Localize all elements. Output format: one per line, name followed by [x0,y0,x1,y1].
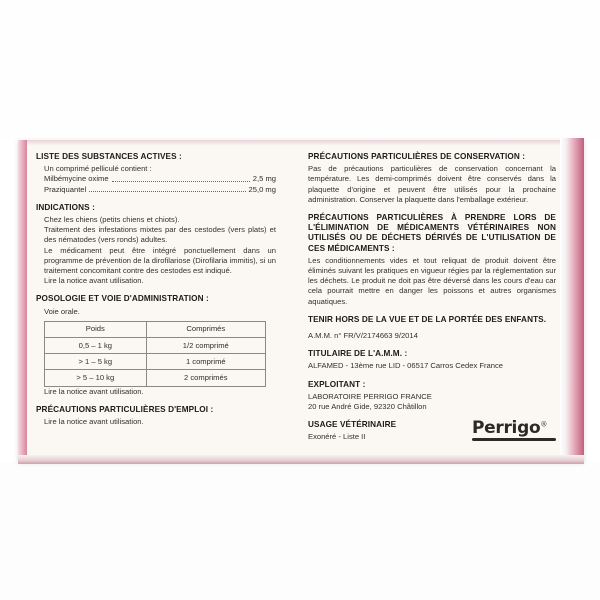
usage-heading: USAGE VÉTÉRINAIRE [308,420,397,430]
active-substance-row [36,174,276,184]
background-top [0,0,600,140]
posology-route: Voie orale. [44,306,80,316]
table-header-tablets: Comprimés [146,321,265,337]
table-cell-weight: > 5 – 10 kg [45,370,147,386]
table-cell-weight: 0,5 – 1 kg [45,338,147,354]
disposal-text: Les conditionnements vides et tout reliquat de produit doivent être éliminés suivant les pratiques en vigueur régies par la réglementation sur les déchets. Le produit ne doit pas être déversé dans les cours d'eau car cela pourrait mettre en danger les poissons et autres organismes aquatiques. [308,255,556,306]
registered-trademark-icon: ® [540,420,548,429]
table-row [45,354,266,370]
operator-line: 20 rue André Gide, 92320 Châtillon [308,402,427,412]
left-column [36,152,276,427]
indications-line: Le médicament peut être intégré ponctuellement dans un programme de prévention de la dirofilariose (Dirofilaria immitis), si un traitement concomitant contre des cestodes est indiqué. [44,245,276,276]
indications-footer: Lire la notice avant utilisation. [44,276,144,286]
precautions-heading: PRÉCAUTIONS PARTICULIÈRES D'EMPLOI : [36,404,214,414]
carton-text-area [36,152,556,452]
holder-text: ALFAMED - 13ème rue LID - 06517 Carros Cedex France [308,361,503,371]
right-column [308,152,556,443]
indications-line: Chez les chiens (petits chiens et chiots). [44,215,180,225]
table-row [45,338,266,354]
indications-heading: INDICATIONS : [36,202,95,212]
table-cell-weight: > 1 – 5 kg [45,354,147,370]
table-header-row [45,321,266,337]
active-substance-value: 2,5 mg [252,174,276,184]
perrigo-logo-text: Perrigo [472,418,541,438]
usage-text: Exonéré - Liste II [308,432,366,442]
table-cell-tablets: 1 comprimé [146,354,265,370]
posology-footer: Lire la notice avant utilisation. [44,386,144,396]
storage-text: Pas de précautions particulières de conservation concernant la température. Les demi-comprimés doivent être conservés dans la plaquette d'origine et peuvent être utilisés pour la prochaine administration. Conserver la plaquette dans l'emballage extérieur. [308,164,556,204]
carton-top-edge [18,140,584,145]
active-substance-name: Praziquantel [44,184,87,194]
storage-heading: PRÉCAUTIONS PARTICULIÈRES DE CONSERVATION : [308,152,526,161]
amm-number: A.M.M. n° FR/V/2174663 9/2014 [308,331,418,341]
perrigo-logo-underline [472,438,556,441]
indications-line: Traitement des infestations mixtes par des cestodes (vers plats) et des nématodes (vers ronds) adultes. [44,225,276,245]
carton-right-edge [560,138,584,464]
active-substance-row [36,185,276,195]
active-substance-value: 25,0 mg [248,184,276,194]
holder-heading: TITULAIRE DE L'A.M.M. : [308,349,408,359]
operator-heading: EXPLOITANT : [308,379,366,389]
posology-heading: POSOLOGIE ET VOIE D'ADMINISTRATION : [36,294,209,304]
disposal-heading: PRÉCAUTIONS PARTICULIÈRES À PRENDRE LORS DE L'ÉLIMINATION DE MÉDICAMENTS VÉTÉRINAIRES NON UTILISÉS OU DE DÉCHETS DÉRIVÉS DE L'UTILISATION DE CES MÉDICAMENTS : [308,213,556,253]
actives-intro: Un comprimé pelliculé contient : [44,164,152,174]
operator-line: LABORATOIRE PERRIGO FRANCE [308,391,432,401]
carton-bottom-edge [18,455,584,464]
dot-leader [112,174,250,182]
actives-heading: LISTE DES SUBSTANCES ACTIVES : [36,152,182,161]
table-cell-tablets: 1/2 comprimé [146,338,265,354]
table-row [45,370,266,386]
dosage-table [44,321,266,387]
table-header-weight: Poids [45,321,147,337]
active-substance-name: Milbémycine oxime [44,174,109,184]
background-bottom [0,462,600,600]
precautions-text: Lire la notice avant utilisation. [44,417,144,427]
keep-away-from-children: TENIR HORS DE LA VUE ET DE LA PORTÉE DES ENFANTS. [308,314,547,324]
dot-leader [89,185,245,193]
carton-left-edge [18,140,27,462]
perrigo-logo [472,418,547,438]
table-cell-tablets: 2 comprimés [146,370,265,386]
